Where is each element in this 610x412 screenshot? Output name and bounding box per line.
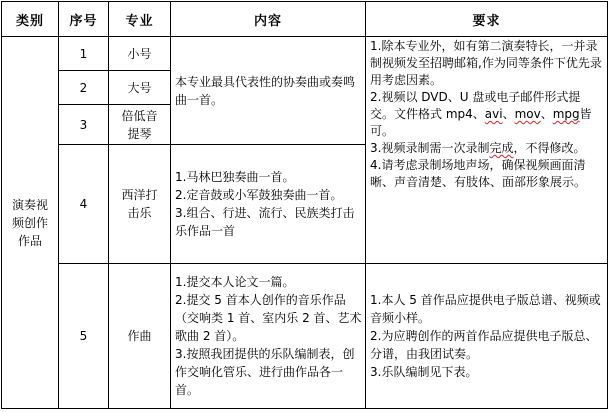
number-cell: 3	[59, 105, 109, 145]
requirements-cell	[366, 37, 608, 264]
header-requirements: 要求	[366, 2, 608, 37]
major-cell: 大号	[109, 71, 171, 105]
header-content: 内容	[171, 2, 366, 37]
header-row	[2, 2, 608, 37]
content-item: 3.按照我团提供的乐队编制表，创作交响化管乐、进行曲作品各一首。	[175, 347, 355, 397]
major-cell: 倍低音提琴	[109, 105, 171, 145]
content-item: 2.提交 5 首本人创作的音乐作品（交响类 1 首、室内乐 2 首、艺术歌曲 2 首）。	[175, 293, 362, 343]
table-row	[2, 264, 608, 409]
number-cell: 5	[59, 264, 109, 409]
number-cell: 2	[59, 71, 109, 105]
content-item: 2.定音鼓或小军鼓独奏曲一首。	[175, 188, 343, 202]
spellcheck-mark: mov	[514, 107, 541, 121]
requirement-text: 、	[502, 107, 515, 121]
header-category: 类别	[2, 2, 59, 37]
number-cell: 4	[59, 145, 109, 264]
category-label: 演奏视频创作作品	[12, 197, 49, 248]
requirement-text: ，不得修改。	[513, 141, 586, 155]
spellcheck-mark: avi	[484, 107, 503, 121]
requirement-item: 1.除本专业外，如有第二演奏特长，一并录制视频发至招聘邮箱,作为同等条件下优先录用考虑因素。	[370, 39, 602, 87]
requirement-text: 2.视频以 DVD、U 盘或电子邮件形式提交。文件格式 mp4、	[370, 90, 581, 121]
spellcheck-mark: mpg	[552, 107, 580, 121]
content-item: 1.马林巴独奏曲一首。	[175, 170, 295, 184]
content-item: 3.组合、行进、流行、民族类打击乐作品一首	[175, 206, 355, 238]
spellcheck-mark: 完成	[489, 141, 514, 155]
requirement-text: 3.视频录制需一次录制	[370, 141, 490, 155]
requirement-item	[370, 140, 604, 157]
requirement-item: 2.为应聘创作的两首作品应提供电子版总、分谱，由我团试奏。	[370, 329, 598, 361]
requirement-item	[370, 89, 604, 140]
requirements-cell	[366, 264, 608, 409]
category-cell	[2, 37, 59, 409]
recruitment-table	[1, 1, 608, 409]
content-cell	[171, 145, 366, 264]
major-cell: 小号	[109, 37, 171, 71]
content-cell	[171, 37, 366, 145]
number-cell: 1	[59, 37, 109, 71]
header-number: 序号	[59, 2, 109, 37]
table-row	[2, 37, 608, 71]
requirement-text: 皆可。	[370, 107, 592, 138]
header-major: 专业	[109, 2, 171, 37]
requirement-item: 3.乐队编制见下表。	[370, 365, 478, 379]
requirement-item: 4.请考虑录制场地声场，确保视频画面清晰、声音清楚、有肢体、面部形象展示。	[370, 158, 587, 189]
major-cell: 西洋打击乐	[109, 145, 171, 264]
content-item: 1.提交本人论文一篇。	[175, 275, 295, 289]
content-text: 本专业最具代表性的协奏曲或奏鸣曲一首。	[175, 74, 356, 107]
requirement-text: 、	[540, 107, 553, 121]
major-cell: 作曲	[109, 264, 171, 409]
requirement-item: 1.本人 5 首作品应提供电子版总谱、视频或音频小样。	[370, 293, 601, 325]
content-cell	[171, 264, 366, 409]
